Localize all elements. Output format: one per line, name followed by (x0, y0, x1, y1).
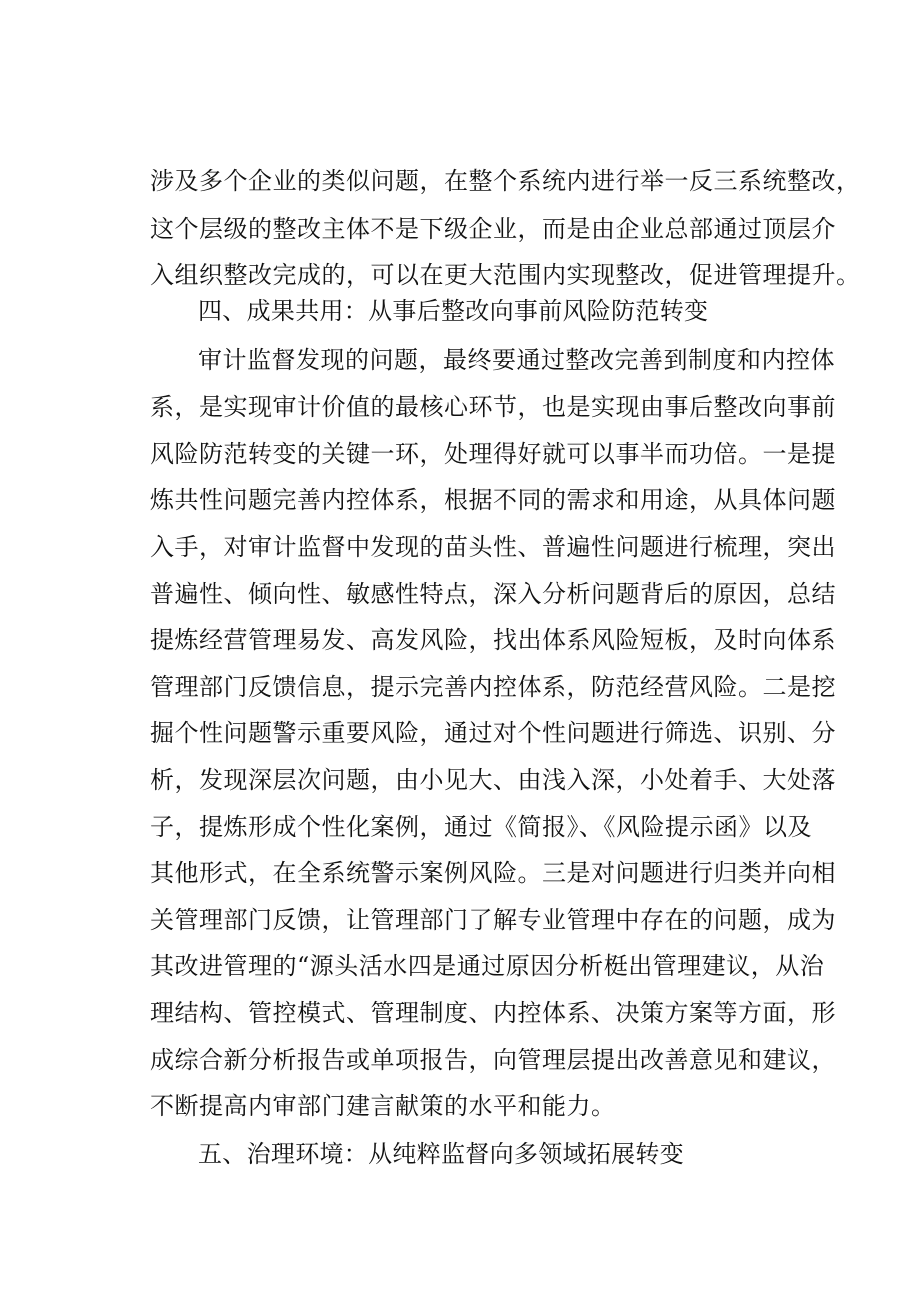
paragraph-line: 入组织整改完成的，可以在更大范围内实现整改，促进管理提升。 (150, 261, 861, 289)
paragraph-line: 理结构、管控模式、管理制度、内控体系、决策方案等方面，形 (150, 999, 836, 1027)
paragraph-line: 其他形式，在全系统警示案例风险。三是对问题进行归类并向相 (150, 859, 836, 887)
paragraph-line: 风险防范转变的关键一环，处理得好就可以事半而功倍。一是提 (150, 440, 836, 468)
paragraph-line: 普遍性、倾向性、敏感性特点，深入分析问题背后的原因，总结 (150, 580, 836, 608)
paragraph-line: 审计监督发现的问题，最终要通过整改完善到制度和内控体 (198, 346, 835, 374)
paragraph-line: 管理部门反馈信息，提示完善内控体系，防范经营风险。二是挖 (150, 673, 836, 701)
paragraph-line: 析，发现深层次问题，由小见大、由浅入深，小处着手、大处落 (150, 766, 836, 794)
paragraph-line: 掘个性问题警示重要风险，通过对个性问题进行筛选、识别、分 (150, 719, 836, 747)
paragraph-line: 这个层级的整改主体不是下级企业，而是由企业总部通过顶层介 (150, 215, 836, 243)
section-heading-five: 五、治理环境：从纯粹监督向多领域拓展转变 (198, 1140, 684, 1168)
paragraph-line: 提炼经营管理易发、高发风险，找出体系风险短板，及时向体系 (150, 626, 836, 654)
paragraph-line: 关管理部门反馈，让管理部门了解专业管理中存在的问题，成为 (150, 906, 836, 934)
paragraph-line: 炼共性问题完善内控体系，根据不同的需求和用途，从具体问题 (150, 486, 836, 514)
paragraph-line: 涉及多个企业的类似问题，在整个系统内进行举一反三系统整改， (150, 167, 861, 195)
section-heading-four: 四、成果共用：从事后整改向事前风险防范转变 (198, 297, 709, 325)
paragraph-line: 成综合新分析报告或单项报告，向管理层提出改善意见和建议， (150, 1046, 836, 1074)
paragraph-line: 不断提高内审部门建言献策的水平和能力。 (150, 1092, 616, 1120)
paragraph-line: 子，提炼形成个性化案例，通过《简报》、《风险提示函》以及 (150, 813, 812, 841)
paragraph-line: 系，是实现审计价值的最核心环节，也是实现由事后整改向事前 (150, 393, 836, 421)
paragraph-line: 入手，对审计监督中发现的苗头性、普遍性问题进行梳理，突出 (150, 533, 836, 561)
paragraph-line: 其改进管理的“源头活水四是通过原因分析梃出管理建议，从治 (150, 952, 825, 980)
